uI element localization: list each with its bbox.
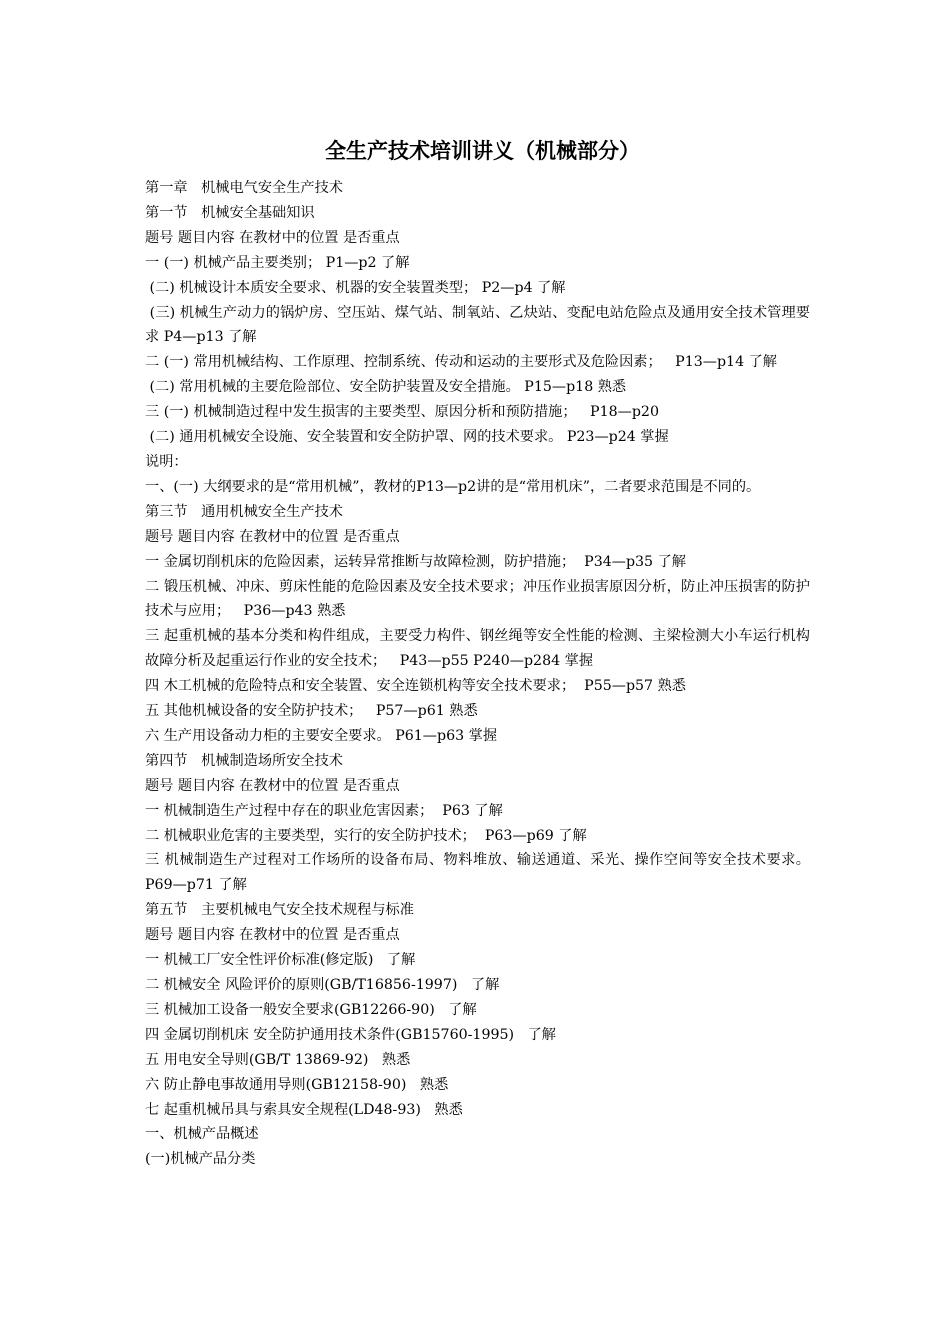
text-line: 二 机械安全 风险评价的原则(GB/T16856-1997) 了解 [145,977,500,993]
text-line: (二) 通用机械安全设施、安全装置和安全防护罩、网的技术要求。 P23—p24 掌握 [145,429,669,446]
text-line: 第三节 通用机械安全生产技术 [145,503,343,520]
text-line: (一)机械产品分类 [145,1151,256,1168]
text-line: (三) 机械生产动力的锅炉房、空压站、煤气站、制氧站、乙炔站、变配电站危险点及通用安全技术管理要求 P4—p13 了解 [145,304,810,346]
text-line: 三 机械加工设备一般安全要求(GB12266-90) 了解 [145,1001,477,1018]
text-line: 说明： [145,453,188,470]
text-line: 题号 题目内容 在教材中的位置 是否重点 [145,777,400,794]
text-line: 第四节 机械制造场所安全技术 [145,752,343,769]
document-title: 全生产技术培训讲义（机械部分） [325,139,640,163]
text-line: 题号 题目内容 在教材中的位置 是否重点 [145,528,400,545]
document-page [145,136,815,1172]
text-line: 第五节 主要机械电气安全技术规程与标准 [145,902,414,919]
text-line: 一 机械工厂安全性评价标准(修定版) 了解 [145,952,416,969]
text-line: 四 木工机械的危险特点和安全装置、安全连锁机构等安全技术要求； P55—p57 熟悉 [145,678,686,695]
text-line: (二) 常用机械的主要危险部位、安全防护装置及安全措施。 P15—p18 熟悉 [145,379,627,396]
text-line: 第一节 机械安全基础知识 [145,204,315,221]
text-line: 一 (一) 机械产品主要类别； P1—p2 了解 [145,254,410,271]
text-line: 七 起重机械吊具与索具安全规程(LD48-93) 熟悉 [145,1101,463,1118]
text-line: 六 防止静电事故通用导则(GB12158-90) 熟悉 [145,1076,449,1093]
text-line: 五 其他机械设备的安全防护技术； P57—p61 熟悉 [145,703,478,720]
text-line: 第一章 机械电气安全生产技术 [145,180,343,196]
text-line: 题号 题目内容 在教材中的位置 是否重点 [145,229,400,246]
text-line: 三 起重机械的基本分类和构件组成，主要受力构件、钢丝绳等安全性能的检测、主梁检测大小车运行机构故障分析及起重运行作业的安全技术； P43—p55 P240—p284 掌握 [145,628,810,670]
document-body [145,176,815,1172]
text-line: 六 生产用设备动力柜的主要安全要求。 P61—p63 掌握 [145,727,498,744]
text-line: 二 机械职业危害的主要类型，实行的安全防护技术； P63—p69 了解 [145,827,587,844]
text-line: 二 锻压机械、冲床、剪床性能的危险因素及安全技术要求；冲压作业损害原因分析，防止冲压损害的防护技术与应用； P36—p43 熟悉 [145,578,810,620]
text-line: 一 机械制造生产过程中存在的职业危害因素； P63 了解 [145,802,503,819]
text-line: 一、机械产品概述 [145,1126,259,1143]
text-line: 二 (一) 常用机械结构、工作原理、控制系统、传动和运动的主要形式及危险因素； P13—p14 了解 [145,354,777,371]
text-line: (二) 机械设计本质安全要求、机器的安全装置类型； P2—p4 了解 [145,279,566,296]
text-line: 三 (一) 机械制造过程中发生损害的主要类型、原因分析和预防措施； P18—p20 [145,404,659,421]
text-line: 四 金属切削机床 安全防护通用技术条件(GB15760-1995) 了解 [145,1026,556,1043]
text-line: 三 机械制造生产过程对工作场所的设备布局、物料堆放、输送通道、采光、操作空间等安全技术要求。 P69—p71 了解 [145,852,815,894]
text-line: 五 用电安全导则(GB/T 13869-92) 熟悉 [145,1051,411,1068]
text-line: 一、(一) 大纲要求的是“常用机械”，教材的P13—p2讲的是“常用机床”，二者要求范围是不同的。 [145,478,761,495]
text-line: 题号 题目内容 在教材中的位置 是否重点 [145,927,400,944]
text-line: 一 金属切削机床的危险因素，运转异常推断与故障检测，防护措施； P34—p35 了解 [145,553,686,570]
